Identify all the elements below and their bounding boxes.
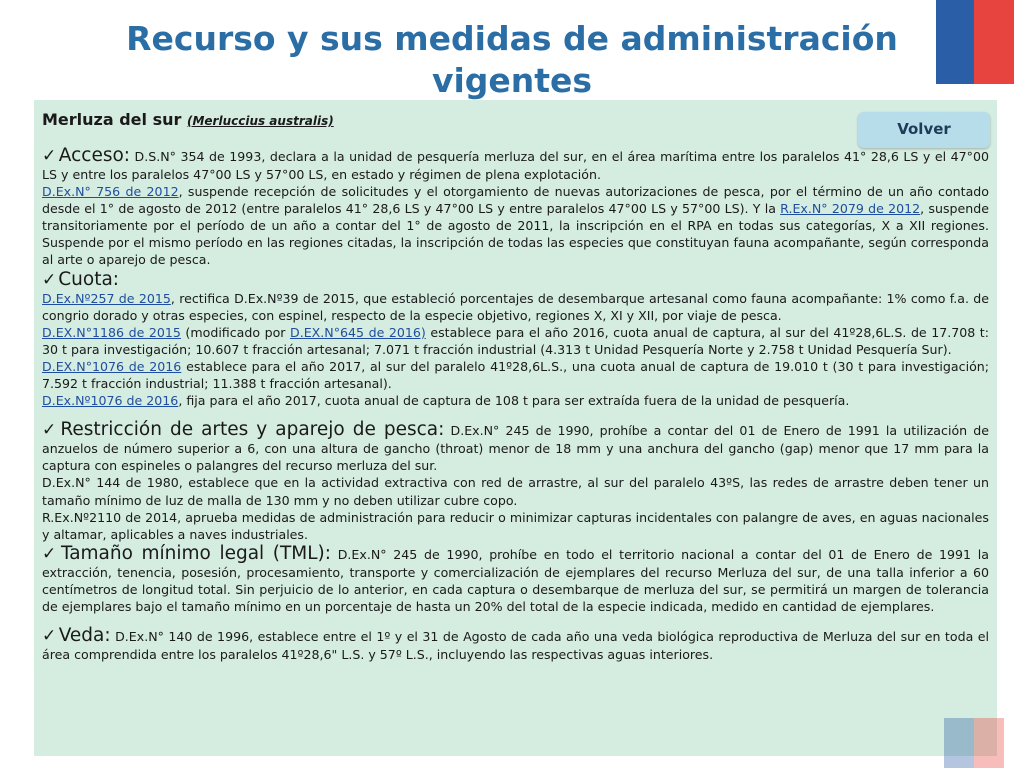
cuota-link-5[interactable]: D.Ex.Nº1076 de 2016	[42, 393, 179, 409]
section-acceso: ✓ Acceso: D.S.N° 354 de 1993, declara a la unidad de pesquería merluza del sur, en el área marítima entre los paralelos 41° 28,6 LS y el 47°00 LS y entre los paralelos 47°00 LS y 57°00 LS, en estado y régimen de plena explotación. D.Ex.N° 756 de 2012, suspende recepción de solicitudes y el otorgamiento de nuevas autorizaciones de pesca, por el término de un año contado desde el 1° de agosto de 2012 (entre paralelos 41° 28,6 LS y 47°00 LS y entre paralelos 47°00 LS y 57°00 LS). Y la R.Ex.N° 2079 de 2012, suspende transitoriamente por el período de un año a contar del 1° de agosto de 2011, la inscripción en el RPA en todas sus categorías, X a XII regiones. Suspende por el mismo período en las regiones citadas, la inscripción de todas las especies que constituyan fauna acompañante, según corresponda al arte o aparejo de pesca.	[42, 145, 989, 268]
check-icon: ✓	[42, 626, 57, 647]
section-restriccion: ✓ Restricción de artes y aparejo de pesca: D.Ex.N° 245 de 1990, prohíbe a contar del 01 de Enero de 1991 la utilización de anzuelos de número superior a 6, con una altura de gancho (throat) menor de 18 mm y una anchura del gancho (gap) menor que 17 mm para la captura con espineles o palangres del recurso merluza del sur. D.Ex.N° 144 de 1980, establece que en la actividad extractiva con red de arrastre, al sur del paralelo 43ºS, las redes de arrastre deben tener un tamaño mínimo de luz de malla de 130 mm y no deben utilizar cubre copo. R.Ex.Nº2110 de 2014, aprueba medidas de administración para reducir o minimizar capturas incidentales con palangre de aves, en aguas nacionales y altamar, aplicables a naves industriales.	[42, 419, 990, 542]
cuota-link-1[interactable]: D.Ex.Nº257 de 2015	[42, 290, 171, 306]
flag-logo-bottom	[944, 718, 1004, 768]
section-veda: ✓ Veda: D.Ex.N° 140 de 1996, establece entre el 1º y el 31 de Agosto de cada año una veda biológica reproductiva de Merluza del sur en toda el área comprendida entre los paralelos 41º28,6" L.S. y 57º L.S., incluyendo las respectivas aguas interiores.	[42, 625, 989, 663]
check-icon: ✓	[42, 269, 57, 290]
acceso-link-2[interactable]: R.Ex.N° 2079 de 2012	[780, 201, 921, 217]
tml-heading: Tamaño mínimo legal (TML):	[60, 542, 332, 564]
section-cuota: ✓ Cuota: D.Ex.Nº257 de 2015, rectifica D.Ex.Nº39 de 2015, que estableció porcentajes de desembarque artesanal como fauna acompañante: 1% como f.a. de congrio dorado y otras especies, con espinel, respecto de la especie objetivo, regiones X, XI y XII, por viaje de pesca. D.EX.N°1186 de 2015 (modificado por D.EX.N°645 de 2016) establece para el año 2016, cuota anual de captura, al sur del 41º28,6L.S. de 17.708 t: 30 t para investigación; 10.607 t fracción artesanal; 7.071 t fracción industrial (4.313 t Unidad Pesquería Norte y 2.758 t Unidad Pesquería Sur). D.EX.N°1076 de 2016 establece para el año 2017, al sur del paralelo 41º28,6L.S., una cuota anual de captura de 19.010 t (30 t para investigación; 7.592 t fracción industrial; 11.388 t fracción artesanal). D.Ex.Nº1076 de 2016, fija para el año 2017, cuota anual de captura de 108 t para ser extraída fuera de la unidad de pesquería.	[42, 268, 989, 409]
species-name: Merluza del sur	[42, 110, 182, 129]
acceso-link-1[interactable]: D.Ex.N° 756 de 2012	[42, 184, 179, 200]
species-title	[42, 110, 989, 131]
check-icon: ✓	[42, 543, 59, 564]
check-icon: ✓	[42, 420, 59, 441]
veda-heading: Veda:	[58, 625, 111, 647]
restriccion-heading: Restricción de artes y aparejo de pesca:	[60, 419, 445, 441]
content-panel	[34, 100, 997, 756]
acceso-heading: Acceso:	[58, 145, 131, 166]
page-title: Recurso y sus medidas de administración vigentes	[126, 19, 898, 100]
cuota-heading: Cuota:	[58, 268, 120, 290]
cuota-link-4[interactable]: D.EX.N°1076 de 2016	[42, 358, 182, 374]
check-icon: ✓	[42, 146, 57, 166]
volver-button[interactable]: Volver	[858, 112, 990, 148]
section-tml: ✓ Tamaño mínimo legal (TML): D.Ex.N° 245 de 1990, prohíbe en todo el territorio nacional a contar del 01 de Enero de 1991 la extracción, tenencia, posesión, procesamiento, transporte y comercialización de ejemplares del recurso Merluza del sur, de una talla inferior a 60 centímetros de longitud total. Sin perjuicio de lo anterior, en cada captura o desembarque de merluza del sur, se permitirá un margen de tolerancia de ejemplares bajo el tamaño mínimo en un porcentaje de hasta un 20% del total de la especie indicada, medido en cantidad de ejemplares.	[42, 542, 989, 614]
species-scientific-name: (Merluccius australis)	[186, 114, 334, 128]
cuota-link-3[interactable]: D.EX.N°645 de 2016)	[290, 324, 426, 340]
cuota-link-2[interactable]: D.EX.N°1186 de 2015	[42, 324, 181, 340]
